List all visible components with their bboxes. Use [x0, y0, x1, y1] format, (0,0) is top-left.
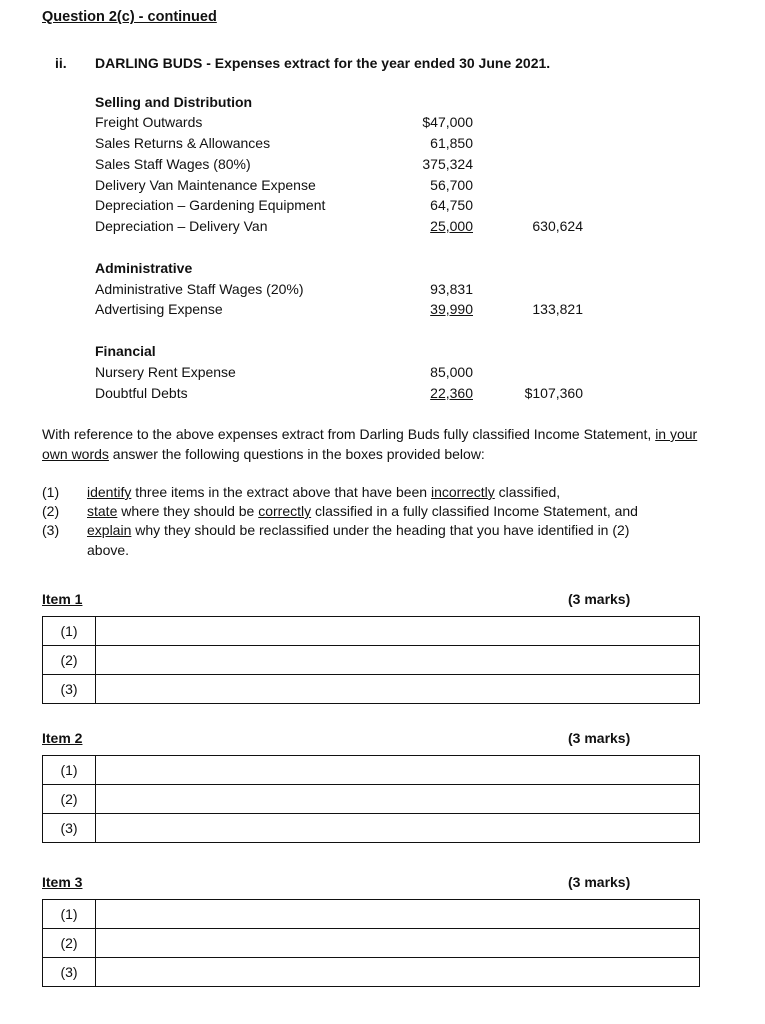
table-row — [43, 617, 700, 646]
answer-field[interactable] — [96, 646, 700, 675]
item-title: Item 2 — [42, 730, 83, 746]
answer-field[interactable] — [96, 900, 700, 929]
answer-field[interactable] — [96, 929, 700, 958]
instruction-text: three items in the extract above that have been — [131, 484, 431, 500]
expense-amount: 64,750 — [430, 197, 473, 213]
row-label: (3) — [43, 958, 96, 987]
section-heading-selling: Selling and Distribution — [95, 94, 253, 110]
answer-field[interactable] — [96, 675, 700, 704]
instruction-text: why they should be reclassified under the heading that you have identified in (2) — [131, 522, 630, 538]
paragraph-text: With reference to the above expenses extract from Darling Buds fully classified Income Statement, — [42, 426, 656, 442]
instruction-number: (3) — [42, 522, 60, 538]
instruction-verb: state — [87, 503, 118, 519]
instruction-number: (2) — [42, 503, 60, 519]
expense-label: Sales Returns & Allowances — [95, 135, 271, 151]
instruction-text: classified in a fully classified Income Statement, and — [311, 503, 638, 519]
expense-label: Sales Staff Wages (80%) — [95, 156, 251, 172]
marks-label: (3 marks) — [568, 730, 631, 746]
answer-field[interactable] — [96, 756, 700, 785]
expense-label: Advertising Expense — [95, 301, 223, 317]
table-row — [43, 814, 700, 843]
table-row — [43, 929, 700, 958]
table-row — [43, 646, 700, 675]
row-label: (1) — [43, 617, 96, 646]
instruction-text: where they should be — [117, 503, 259, 519]
table-row — [43, 900, 700, 929]
table-row — [43, 756, 700, 785]
section-heading-administrative: Administrative — [95, 260, 193, 276]
row-label: (1) — [43, 900, 96, 929]
table-row — [43, 958, 700, 987]
expense-amount: 22,360 — [430, 385, 473, 401]
expense-label: Administrative Staff Wages (20%) — [95, 281, 304, 297]
instruction-emphasis: correctly — [258, 503, 312, 519]
answer-field[interactable] — [96, 785, 700, 814]
table-row — [43, 675, 700, 704]
expense-amount: 85,000 — [430, 364, 473, 380]
extract-title: DARLING BUDS - Expenses extract for the year ended 30 June 2021. — [95, 55, 551, 71]
row-label: (3) — [43, 675, 96, 704]
table-row — [43, 785, 700, 814]
instruction-verb: explain — [87, 522, 132, 538]
expense-amount: 61,850 — [430, 135, 473, 151]
expense-label: Nursery Rent Expense — [95, 364, 236, 380]
expense-amount: $47,000 — [422, 114, 473, 130]
row-label: (3) — [43, 814, 96, 843]
marks-label: (3 marks) — [568, 591, 631, 607]
expense-label: Depreciation – Delivery Van — [95, 218, 268, 234]
instruction-verb: identify — [87, 484, 132, 500]
expense-label: Depreciation – Gardening Equipment — [95, 197, 326, 213]
expense-amount: 93,831 — [430, 281, 473, 297]
answer-field[interactable] — [96, 814, 700, 843]
expense-amount: 39,990 — [430, 301, 473, 317]
question-header: Question 2(c) - continued — [42, 9, 217, 25]
expense-label: Delivery Van Maintenance Expense — [95, 177, 316, 193]
instruction-1 — [87, 483, 560, 501]
section-total-financial: $107,360 — [524, 385, 583, 401]
instructions-paragraph — [42, 424, 707, 464]
item-title: Item 1 — [42, 591, 83, 607]
marks-label: (3 marks) — [568, 874, 631, 890]
answer-table — [42, 616, 700, 704]
part-number: ii. — [55, 55, 67, 71]
instruction-2 — [87, 502, 638, 520]
instruction-emphasis: incorrectly — [431, 484, 495, 500]
expense-amount: 25,000 — [430, 218, 473, 234]
instruction-3 — [87, 521, 629, 539]
paragraph-text: answer the following questions in the boxes provided below: — [108, 446, 485, 462]
item-title: Item 3 — [42, 874, 83, 890]
row-label: (2) — [43, 929, 96, 958]
row-label: (1) — [43, 756, 96, 785]
instruction-number: (1) — [42, 484, 60, 500]
expense-label: Freight Outwards — [95, 114, 203, 130]
section-total-selling: 630,624 — [532, 218, 583, 234]
expense-amount: 56,700 — [430, 177, 473, 193]
answer-field[interactable] — [96, 617, 700, 646]
expense-label: Doubtful Debts — [95, 385, 188, 401]
instruction-text: classified, — [494, 484, 561, 500]
row-label: (2) — [43, 785, 96, 814]
expense-amount: 375,324 — [422, 156, 473, 172]
paragraph-emphasis: in your own words — [42, 426, 698, 462]
instruction-text: above. — [87, 542, 130, 558]
answer-table — [42, 755, 700, 843]
answer-field[interactable] — [96, 958, 700, 987]
answer-table — [42, 899, 700, 987]
section-total-administrative: 133,821 — [532, 301, 583, 317]
section-heading-financial: Financial — [95, 343, 156, 359]
row-label: (2) — [43, 646, 96, 675]
